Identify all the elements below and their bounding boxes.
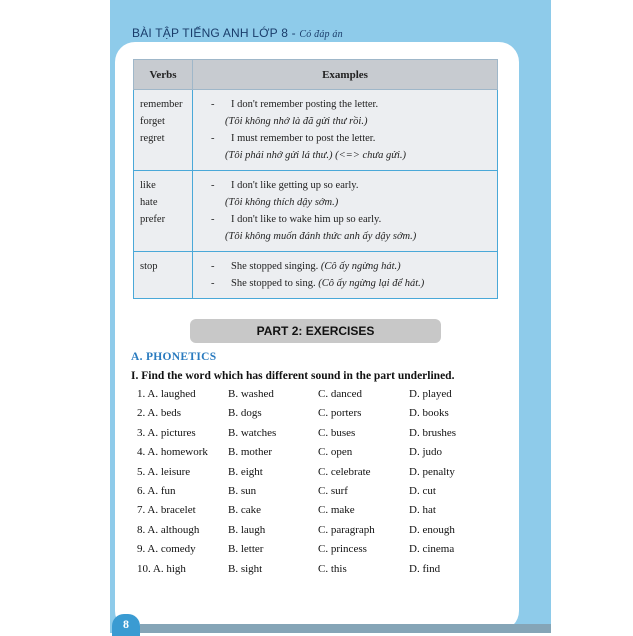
book-subtitle: Có đáp án bbox=[299, 29, 343, 40]
examples-cell bbox=[193, 252, 498, 299]
option-d: D. judo bbox=[409, 446, 442, 459]
verbs-cell bbox=[134, 252, 193, 299]
option-c: C. paragraph bbox=[318, 523, 375, 536]
option-d: D. books bbox=[409, 407, 449, 420]
option-c: C. surf bbox=[318, 485, 348, 497]
example-line: - I don't like getting up so early. bbox=[211, 180, 359, 191]
option-d: D. enough bbox=[409, 523, 455, 536]
footer-shadow bbox=[140, 624, 551, 633]
example-line: - I don't like to wake him up so early. bbox=[211, 214, 382, 225]
page-number: 8 bbox=[112, 614, 140, 636]
example-translation: (Tôi phải nhớ gửi lá thư.) (<=> chưa gửi.) bbox=[225, 150, 407, 161]
option-a: 5. A. leisure bbox=[137, 465, 191, 478]
verbs-cell bbox=[134, 171, 193, 252]
example-line: - I don't remember posting the letter. bbox=[211, 99, 379, 110]
option-a: 10. A. high bbox=[137, 562, 186, 575]
option-b: B. eight bbox=[228, 465, 263, 478]
verbs-cell bbox=[134, 90, 193, 171]
header-verbs: Verbs bbox=[134, 60, 193, 90]
option-d: D. cinema bbox=[409, 543, 455, 556]
option-b: B. sun bbox=[228, 485, 257, 497]
table-header-row bbox=[134, 60, 498, 90]
table-row bbox=[134, 90, 498, 171]
examples-cell bbox=[193, 90, 498, 171]
option-a: 8. A. although bbox=[137, 523, 200, 536]
option-c: C. danced bbox=[318, 388, 362, 400]
option-c: C. buses bbox=[318, 426, 356, 439]
example-translation: (Tôi không nhớ là đã gửi thư rồi.) bbox=[225, 116, 368, 127]
option-a: 4. A. homework bbox=[137, 446, 208, 459]
example-line: - She stopped to sing. (Cô ấy ngừng lại để hát.) bbox=[211, 278, 425, 289]
verb: prefer bbox=[140, 214, 166, 225]
table-row bbox=[134, 171, 498, 252]
page-margin-right bbox=[551, 0, 633, 633]
option-b: B. letter bbox=[228, 543, 264, 556]
option-d: D. cut bbox=[409, 485, 436, 497]
option-a: 9. A. comedy bbox=[137, 543, 196, 556]
option-a: 2. A. beds bbox=[137, 407, 181, 420]
verb: stop bbox=[140, 261, 158, 272]
option-a: 1. A. laughed bbox=[137, 388, 196, 400]
example-line: - She stopped singing. (Cô ấy ngừng hát.) bbox=[211, 261, 401, 272]
grammar-table bbox=[133, 59, 498, 299]
option-b: B. washed bbox=[228, 388, 274, 400]
option-c: C. princess bbox=[318, 543, 367, 556]
option-b: B. dogs bbox=[228, 407, 262, 420]
option-a: 6. A. fun bbox=[137, 485, 176, 497]
page-margin-left bbox=[0, 0, 110, 633]
verb: regret bbox=[140, 133, 165, 144]
option-b: B. laugh bbox=[228, 523, 266, 536]
option-c: C. open bbox=[318, 446, 353, 459]
option-b: B. sight bbox=[228, 562, 263, 575]
verb: remember bbox=[140, 99, 183, 110]
option-b: B. mother bbox=[228, 446, 272, 459]
option-d: D. hat bbox=[409, 504, 436, 517]
instruction: I. Find the word which has different sound in the part underlined. bbox=[131, 370, 455, 382]
example-line: - I must remember to post the letter. bbox=[211, 133, 376, 144]
option-d: D. find bbox=[409, 562, 441, 575]
option-d: D. penalty bbox=[409, 465, 455, 478]
option-c: C. make bbox=[318, 504, 355, 517]
verb: forget bbox=[140, 116, 165, 127]
option-b: B. watches bbox=[228, 426, 277, 439]
example-translation: (Tôi không muốn đánh thức anh ấy dậy sớm.) bbox=[225, 231, 417, 242]
example-translation: (Tôi không thích dậy sớm.) bbox=[225, 197, 339, 208]
verb: hate bbox=[140, 197, 158, 208]
table-row bbox=[134, 252, 498, 299]
book-header bbox=[132, 26, 343, 40]
option-c: C. porters bbox=[318, 407, 362, 420]
option-c: C. celebrate bbox=[318, 465, 371, 478]
option-a: 7. A. bracelet bbox=[137, 504, 196, 517]
option-d: D. brushes bbox=[409, 426, 457, 439]
option-a: 3. A. pictures bbox=[137, 426, 196, 439]
option-d: D. played bbox=[409, 388, 452, 400]
section-title: A. PHONETICS bbox=[131, 351, 217, 363]
examples-cell bbox=[193, 171, 498, 252]
verb: like bbox=[140, 180, 156, 191]
option-b: B. cake bbox=[228, 504, 261, 517]
part-title: PART 2: EXERCISES bbox=[190, 319, 441, 343]
book-title: BÀI TẬP TIẾNG ANH LỚP 8 - bbox=[132, 26, 300, 40]
option-c: C. this bbox=[318, 562, 347, 575]
header-examples: Examples bbox=[193, 60, 498, 90]
